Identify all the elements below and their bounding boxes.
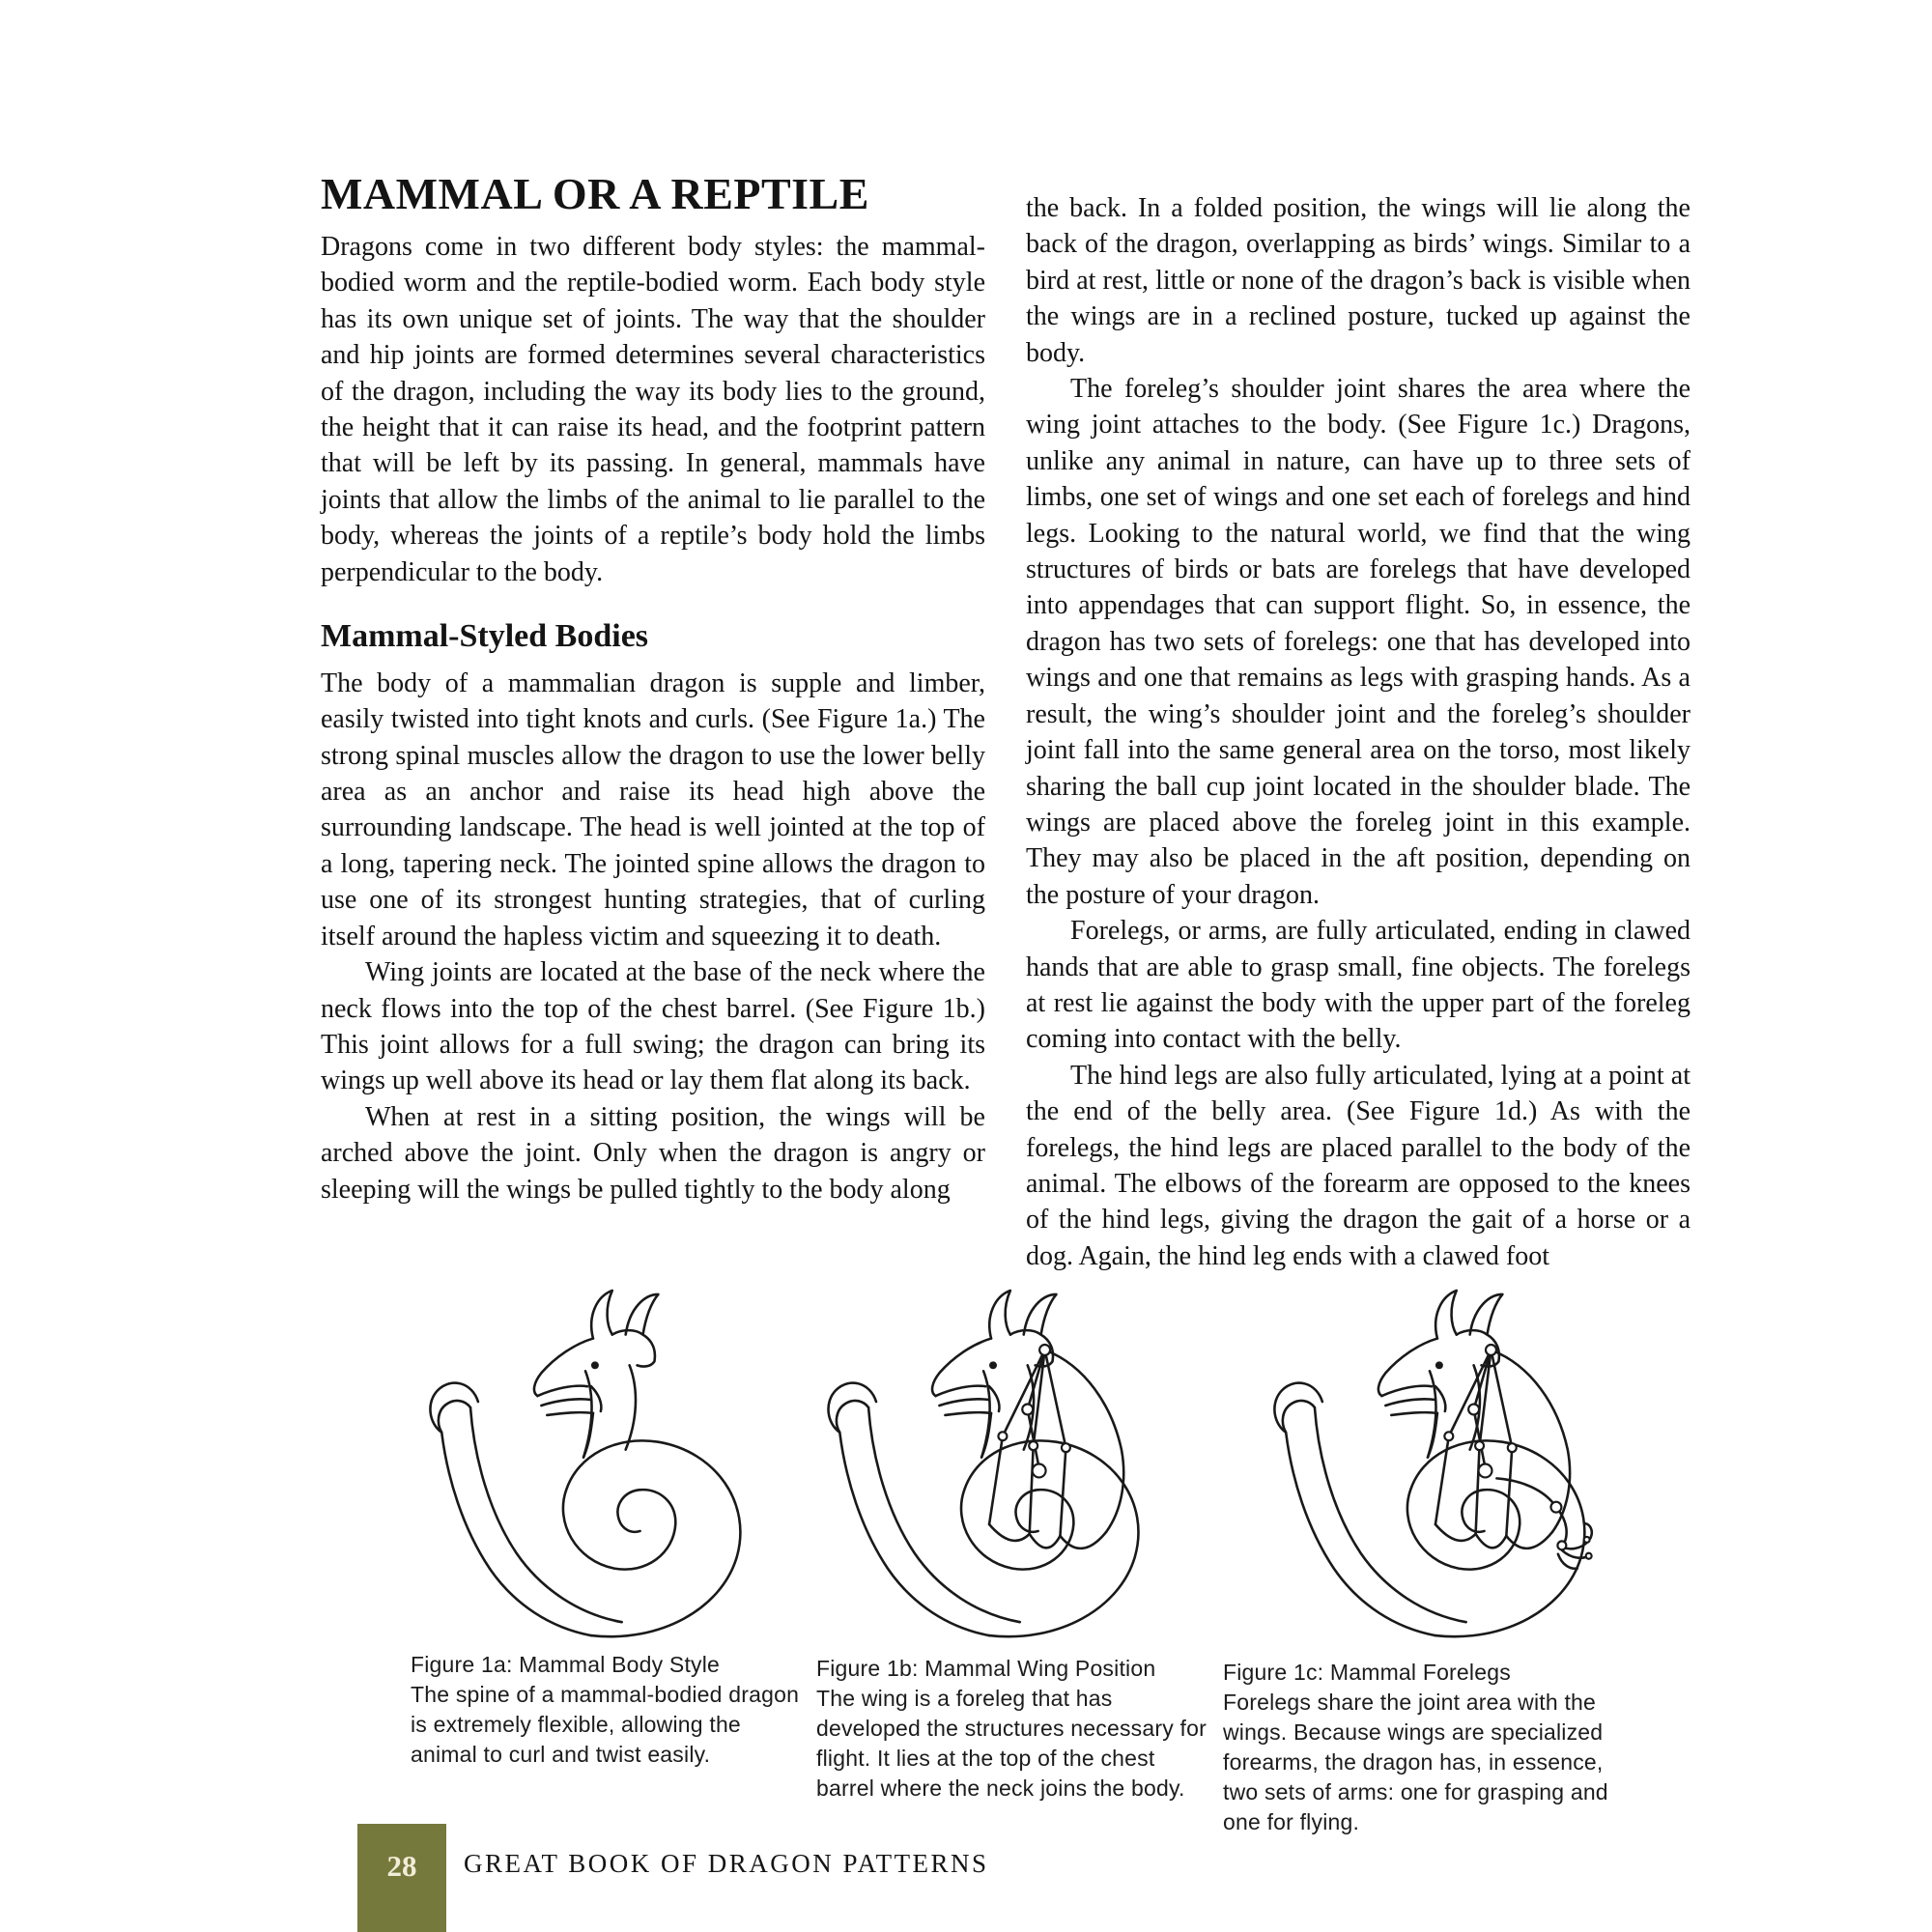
paragraph-wing-joints: Wing joints are located at the base of the neck where the neck flows into the top of the chest barrel. (See Figure 1b.) This joint allows for a full swing; the dragon can bring its wings up well above its head or lay them flat along its back. (321, 957, 985, 1096)
section-heading-mammal-styled-bodies: Mammal-Styled Bodies (321, 618, 649, 655)
page-title: MAMMAL OR A REPTILE (321, 169, 869, 218)
figure-1a-label: Figure 1a: Mammal Body Style (411, 1652, 721, 1677)
dragon-figure-1c-drawing (1209, 1287, 1644, 1646)
figure-1b-label: Figure 1b: Mammal Wing Position (816, 1656, 1156, 1681)
paragraph-foreleg-shoulder: The foreleg’s shoulder joint shares the area where the wing joint attaches to the body. (See Figure 1c.) Dragons, unlike any animal in nature, can have up to three sets of limbs, one set of wings and one set each of forelegs and hind legs. Looking to the natural world, we find that the wing structures of birds or bats are forelegs that have developed into appendages that can support flight. So, in essence, the dragon has two sets of forelegs: one that has developed into wings and one that remains as legs with grasping hands. As a result, the wing’s shoulder joint and the foreleg’s shoulder joint fall into the same general area on the torso, most likely sharing the ball cup joint located in the shoulder blade. The wings are placed above the foreleg joint in this example. They may also be placed in the aft position, depending on the posture of your dragon. (1026, 374, 1690, 910)
text-column-right (1026, 190, 1690, 1274)
dragon-figure-1a-drawing (394, 1287, 781, 1646)
figure-1a-caption-text: The spine of a mammal-bodied dragon is extremely flexible, allowing the animal to curl and twist easily. (411, 1682, 800, 1767)
running-footer-book-title: GREAT BOOK OF DRAGON PATTERNS (464, 1849, 989, 1878)
dragon-figure-1b-drawing (792, 1287, 1198, 1646)
figure-1b-caption-text: The wing is a foreleg that has developed the structures necessary for flight. It lies at the top of the chest barrel where the neck joins the body. (816, 1686, 1207, 1801)
figure-1c-caption (1223, 1658, 1614, 1837)
figure-1c-label: Figure 1c: Mammal Forelegs (1223, 1660, 1511, 1685)
paragraph-at-rest: When at rest in a sitting position, the wings will be arched above the joint. Only when the dragon is angry or sleeping will the wings be pulled tightly to the body along (321, 1101, 985, 1205)
paragraph-body-styles: Dragons come in two different body styles: the mammal-bodied worm and the reptile-bodied worm. Each body style has its own unique set of joints. The way that the shoulder and hip joints are formed determines several characteristics of the dragon, including the way its body lies to the ground, the height that it can raise its head, and the footprint pattern that will be left by its passing. In general, mammals have joints that allow the limbs of the animal to lie parallel to the body, whereas the joints of a reptile’s body hold the limbs perpendicular to the body. (321, 232, 985, 587)
text-column-left (321, 229, 985, 1208)
paragraph-hind-legs: The hind legs are also fully articulated, lying at a point at the end of the belly area. (See Figure 1d.) As with the forelegs, the hind legs are placed parallel to the body of the animal. The elbows of the forearm are opposed to the knees of the hind legs, giving the dragon the gait of a horse or a dog. Again, the hind leg ends with a clawed foot (1026, 1060, 1690, 1271)
paragraph-mammalian-body: The body of a mammalian dragon is supple and limber, easily twisted into tight knots and curls. (See Figure 1a.) The strong spinal muscles allow the dragon to use the lower belly area as an anchor and raise its head high above the surrounding landscape. The head is well jointed at the top of a long, tapering neck. The jointed spine allows the dragon to use one of its strongest hunting strategies, that of curling itself around the hapless victim and squeezing it to death. (321, 668, 985, 952)
figure-1b-caption (816, 1654, 1208, 1804)
paragraph-folded-wings: the back. In a folded position, the wings will lie along the back of the dragon, overlapping as birds’ wings. Similar to a bird at rest, little or none of the dragon’s back is visible when the wings are in a reclined posture, tucked up against the body. (1026, 193, 1690, 368)
page-number-block (357, 1824, 446, 1932)
paragraph-forelegs-arms: Forelegs, or arms, are fully articulated, ending in clawed hands that are able to grasp small, fine objects. The forelegs at rest lie against the body with the upper part of the foreleg coming into contact with the belly. (1026, 916, 1690, 1055)
page-number: 28 (386, 1849, 417, 1883)
figure-1a-caption (411, 1650, 802, 1770)
figure-1c-caption-text: Forelegs share the joint area with the wings. Because wings are specialized forearms, the dragon has, in essence, two sets of arms: one for grasping and one for flying. (1223, 1690, 1608, 1834)
